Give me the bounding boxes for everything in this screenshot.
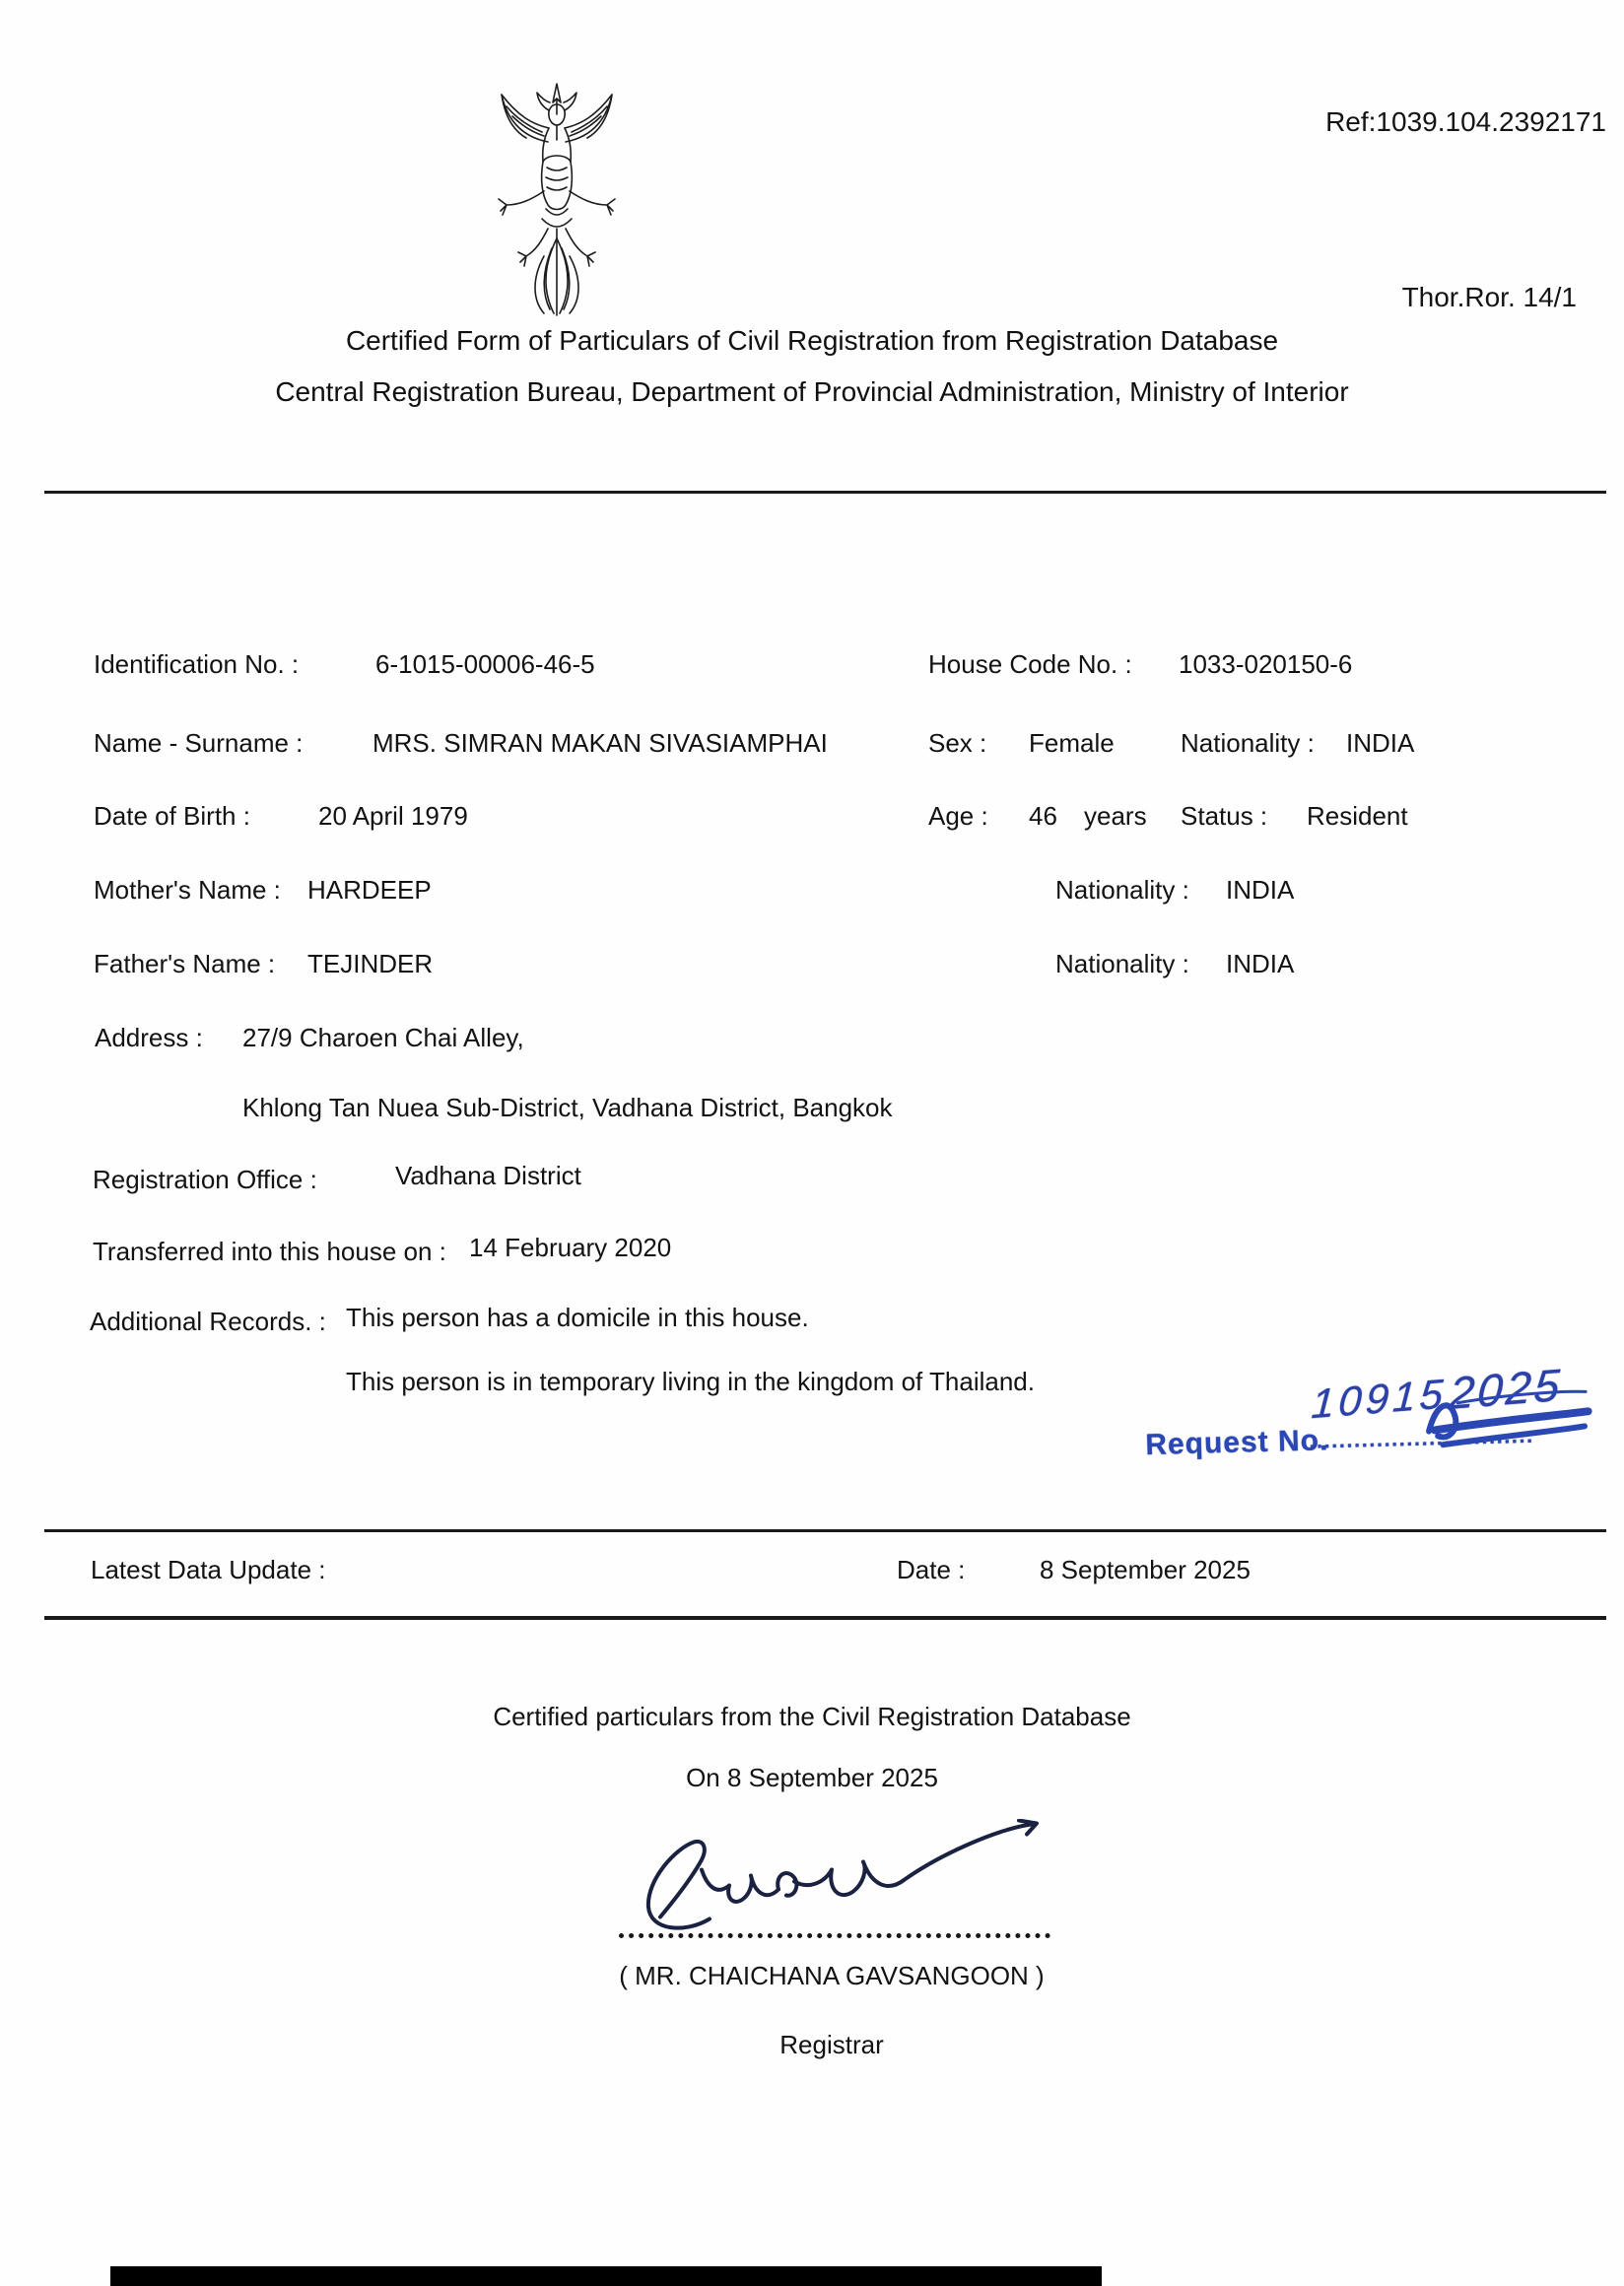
registration-office-value: Vadhana District [395,1161,581,1190]
mother-nationality-label: Nationality : [1055,875,1189,905]
request-stamp-flourish [1132,1370,1618,1491]
status-label: Status : [1181,801,1268,831]
house-code-label: House Code No. : [928,649,1132,679]
reference-number: Ref:1039.104.2392171 [1325,106,1606,137]
name-surname-value: MRS. SIMRAN MAKAN SIVASIAMPHAI [372,728,828,758]
name-surname-label: Name - Surname : [94,728,304,758]
request-no-stamp [1132,1358,1618,1491]
age-label: Age : [928,801,988,831]
horizontal-rule-top [44,491,1606,494]
form-code: Thor.Ror. 14/1 [1401,282,1577,312]
sex-value: Female [1029,728,1115,758]
nationality-label: Nationality : [1181,728,1315,758]
age-value: 46 [1029,801,1057,831]
document-title-line2: Central Registration Bureau, Department of Provincial Administration, Ministry of Interior [275,376,1349,407]
certified-date-line: On 8 September 2025 [686,1763,938,1792]
identification-label: Identification No. : [94,649,300,679]
document-title-line1: Certified Form of Particulars of Civil Registration from Registration Database [345,325,1279,356]
age-unit: years [1084,801,1147,831]
father-nationality-value: INDIA [1226,949,1295,978]
status-value: Resident [1307,801,1408,831]
transferred-value: 14 February 2020 [469,1233,672,1262]
certified-particulars-line: Certified particulars from the Civil Registration Database [493,1702,1131,1731]
registrar-name: ( MR. CHAICHANA GAVSANGOON ) [619,1961,1045,1990]
registration-office-label: Registration Office : [93,1165,317,1194]
father-nationality-label: Nationality : [1055,949,1189,978]
request-no-stamp-label: Request No. [1144,1424,1329,1462]
house-code-value: 1033-020150-6 [1179,649,1353,679]
registrar-title: Registrar [779,2030,884,2059]
address-line2: Khlong Tan Nuea Sub-District, Vadhana District, Bangkok [242,1093,893,1122]
latest-data-update-label: Latest Data Update : [91,1555,326,1584]
date-of-birth-value: 20 April 1979 [318,801,468,831]
identification-value: 6-1015-00006-46-5 [375,649,595,679]
sex-label: Sex : [928,728,987,758]
registrar-signature [591,1819,1064,1935]
date-label: Date : [897,1555,966,1584]
mother-name-value: HARDEEP [307,875,432,905]
father-name-value: TEJINDER [307,949,434,978]
request-no-stamp-dots: .............................. [1308,1422,1534,1453]
additional-records-line2: This person is in temporary living in the kingdom of Thailand. [346,1367,1035,1396]
address-line1: 27/9 Charoen Chai Alley, [242,1023,524,1052]
date-of-birth-label: Date of Birth : [94,801,250,831]
date-value: 8 September 2025 [1040,1555,1251,1584]
additional-records-label: Additional Records. : [90,1307,326,1336]
request-number-handwritten: 10915 [1310,1370,1449,1428]
horizontal-rule-middle-top [44,1529,1606,1532]
bottom-black-bar [110,2266,1102,2286]
additional-records-line1: This person has a domicile in this house. [346,1303,809,1332]
request-year-handwritten: 2025 [1448,1358,1565,1420]
garuda-emblem-icon [493,81,621,325]
mother-nationality-value: INDIA [1226,875,1295,905]
father-name-label: Father's Name : [94,949,276,978]
address-label: Address : [95,1023,203,1052]
mother-name-label: Mother's Name : [94,875,281,905]
transferred-label: Transferred into this house on : [93,1237,446,1266]
horizontal-rule-middle-bottom [44,1616,1606,1620]
nationality-value: INDIA [1346,728,1415,758]
signature-dotted-line [619,1933,1050,1938]
